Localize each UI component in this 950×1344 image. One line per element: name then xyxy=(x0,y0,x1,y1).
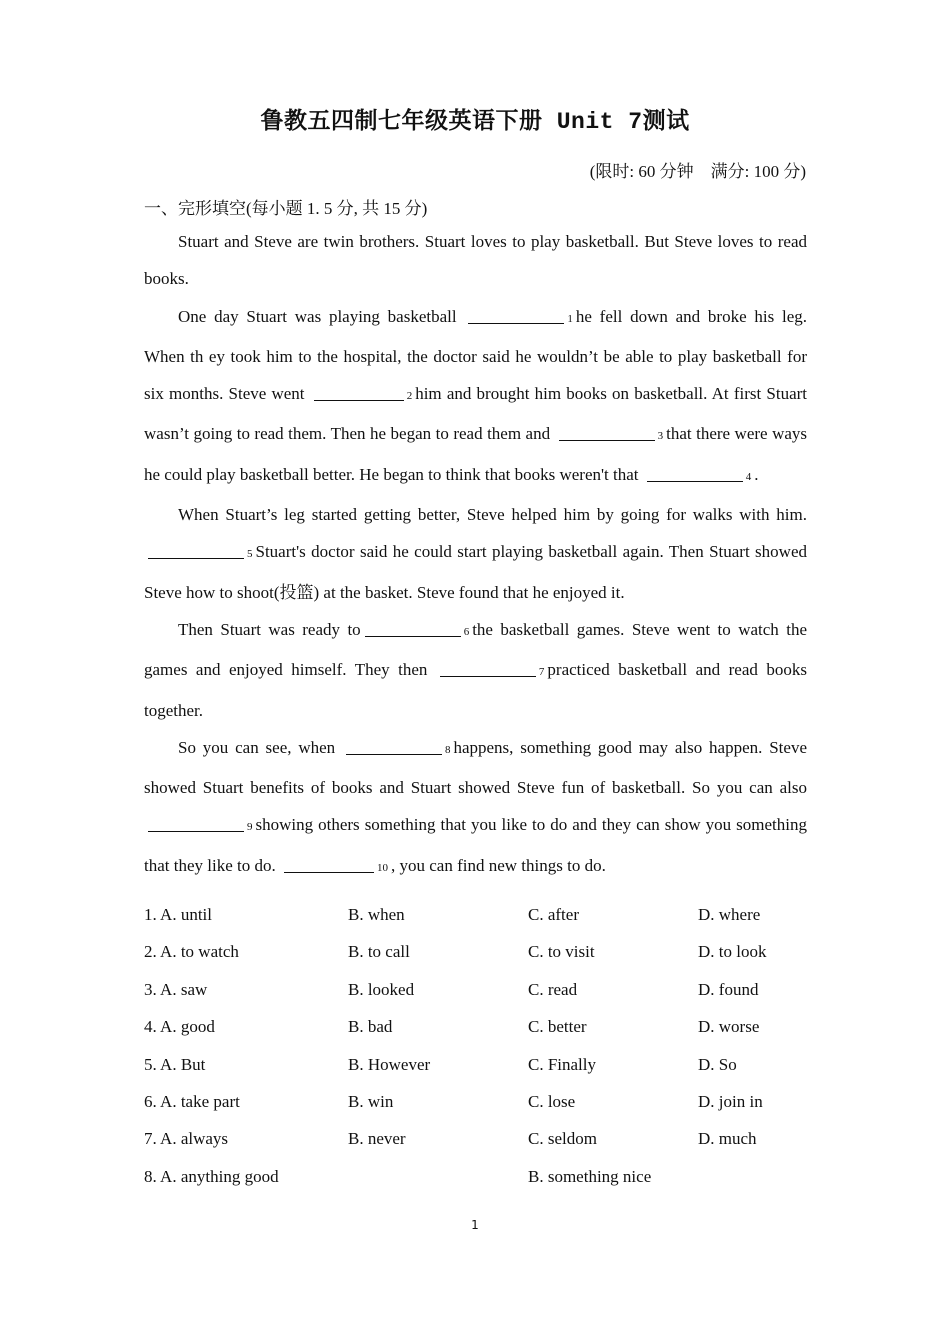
blank-number: 5 xyxy=(247,548,253,561)
option[interactable]: B. However xyxy=(348,1054,431,1074)
paragraph-3 xyxy=(144,496,807,611)
option-row-6 xyxy=(144,1083,807,1120)
text-segment: When Stuart’s leg started getting better, Steve helped him by going for walks with him. xyxy=(178,505,807,525)
option[interactable]: 2. A. to watch xyxy=(144,942,239,962)
blank-2[interactable] xyxy=(314,382,404,401)
paragraph-1: Stuart and Steve are twin brothers. Stuart loves to play basketball. But Steve loves to read books. xyxy=(144,232,807,289)
option[interactable]: D. where xyxy=(698,905,761,924)
option-row-7 xyxy=(144,1120,807,1157)
option-row-8 xyxy=(144,1158,807,1195)
option[interactable]: B. looked xyxy=(348,979,415,999)
option[interactable]: C. better xyxy=(528,1017,587,1037)
option[interactable]: B. win xyxy=(348,1091,394,1111)
option[interactable]: C. seldom xyxy=(528,1129,597,1149)
option[interactable]: B. never xyxy=(348,1129,406,1149)
blank-number: 2 xyxy=(406,390,413,403)
option[interactable]: C. after xyxy=(528,905,579,924)
text-segment: happens, something good may also happen. Steve showed Stuart benefits of books and Stuart showed Steve fun of basketball. So you can also xyxy=(144,737,807,798)
option[interactable]: D. worse xyxy=(698,1017,760,1037)
blank-number: 8 xyxy=(444,743,451,756)
blank-number: 6 xyxy=(463,625,470,638)
option-row-3 xyxy=(144,971,807,1008)
option[interactable]: B. bad xyxy=(348,1017,393,1037)
option[interactable]: B. something nice xyxy=(528,1166,652,1186)
option[interactable]: 7. A. always xyxy=(144,1129,229,1149)
option[interactable]: B. to call xyxy=(348,942,410,962)
cloze-passage xyxy=(144,223,807,887)
option[interactable]: D. to look xyxy=(698,942,767,962)
option[interactable]: 5. A. But xyxy=(144,1054,206,1074)
option[interactable]: D. found xyxy=(698,979,759,999)
paragraph-2 xyxy=(144,298,807,496)
text-segment: he fell down and broke his leg. When th ey took him to the hospital, the doctor said he wouldn’t be able to play basketball for six months. Steve went xyxy=(144,306,807,404)
option-row-4 xyxy=(144,1008,807,1045)
text-segment: practiced basketball and read books together. xyxy=(144,660,808,720)
text-segment: One day Stuart was playing basketball xyxy=(178,306,457,326)
title-unit: Unit 7 xyxy=(542,109,643,135)
text-segment: So you can see, when xyxy=(178,737,336,757)
title-suffix: 测试 xyxy=(642,108,690,133)
blank-number: 10 xyxy=(376,861,388,874)
text-segment: . xyxy=(754,464,759,484)
text-segment: him and brought him books on basketball. At first Stuart wasn’t going to read them. Then he began to read them and xyxy=(144,384,807,444)
text-segment: the basketball games. Steve went to watch the games and enjoyed himself. They then xyxy=(144,619,807,680)
section-heading: 一、完形填空(每小题 1. 5 分, 共 15 分) xyxy=(144,199,428,218)
blank-5[interactable] xyxy=(148,540,244,559)
text-segment: , you can find new things to do. xyxy=(390,855,606,875)
blank-7[interactable] xyxy=(440,658,536,677)
option[interactable]: 6. A. take part xyxy=(144,1091,240,1111)
text-segment: Stuart's doctor said he could start playing basketball again. Then Stuart showed Steve how to shoot(投篮) at the basket. Steve found that he enjoyed it. xyxy=(144,542,807,602)
blank-3[interactable] xyxy=(559,422,655,441)
blank-10[interactable] xyxy=(284,854,374,873)
time-limit-info: (限时: 60 分钟 满分: 100 分) xyxy=(589,162,806,181)
blank-number: 3 xyxy=(657,430,664,443)
option[interactable]: 3. A. saw xyxy=(144,979,208,999)
text-segment: showing others something that you like to do and they can show you something that they like to do. xyxy=(144,815,807,875)
blank-9[interactable] xyxy=(148,813,244,832)
option[interactable]: C. Finally xyxy=(528,1054,597,1074)
page-number: 1 xyxy=(471,1218,479,1232)
page-title xyxy=(0,102,950,135)
option[interactable]: B. when xyxy=(348,905,405,924)
option-row-5 xyxy=(144,1046,807,1083)
paragraph-4 xyxy=(144,611,807,729)
option[interactable]: 1. A. until xyxy=(144,905,213,924)
option[interactable]: D. join in xyxy=(698,1091,763,1111)
text-segment: Then Stuart was ready to xyxy=(178,619,361,639)
blank-number: 9 xyxy=(247,821,253,834)
option-row-1 xyxy=(144,896,807,933)
option-row-2 xyxy=(144,933,807,970)
paragraph-5 xyxy=(144,729,807,887)
blank-1[interactable] xyxy=(468,305,564,324)
option[interactable]: C. to visit xyxy=(528,942,595,962)
option[interactable]: D. much xyxy=(698,1129,757,1149)
option[interactable]: C. read xyxy=(528,979,578,999)
text-segment: that there were ways he could play basketball better. He began to think that books weren't that xyxy=(144,424,808,484)
blank-number: 1 xyxy=(567,312,573,325)
blank-number: 4 xyxy=(745,470,752,483)
answer-options xyxy=(144,896,807,1195)
blank-6[interactable] xyxy=(365,618,461,637)
option[interactable]: 8. A. anything good xyxy=(144,1166,279,1186)
blank-4[interactable] xyxy=(647,463,743,482)
blank-number: 7 xyxy=(538,666,545,679)
blank-8[interactable] xyxy=(346,736,442,755)
option[interactable]: C. lose xyxy=(528,1091,576,1111)
title-cn: 鲁教五四制七年级英语下册 xyxy=(260,108,543,133)
option[interactable]: 4. A. good xyxy=(144,1017,215,1037)
option[interactable]: D. So xyxy=(698,1054,737,1074)
